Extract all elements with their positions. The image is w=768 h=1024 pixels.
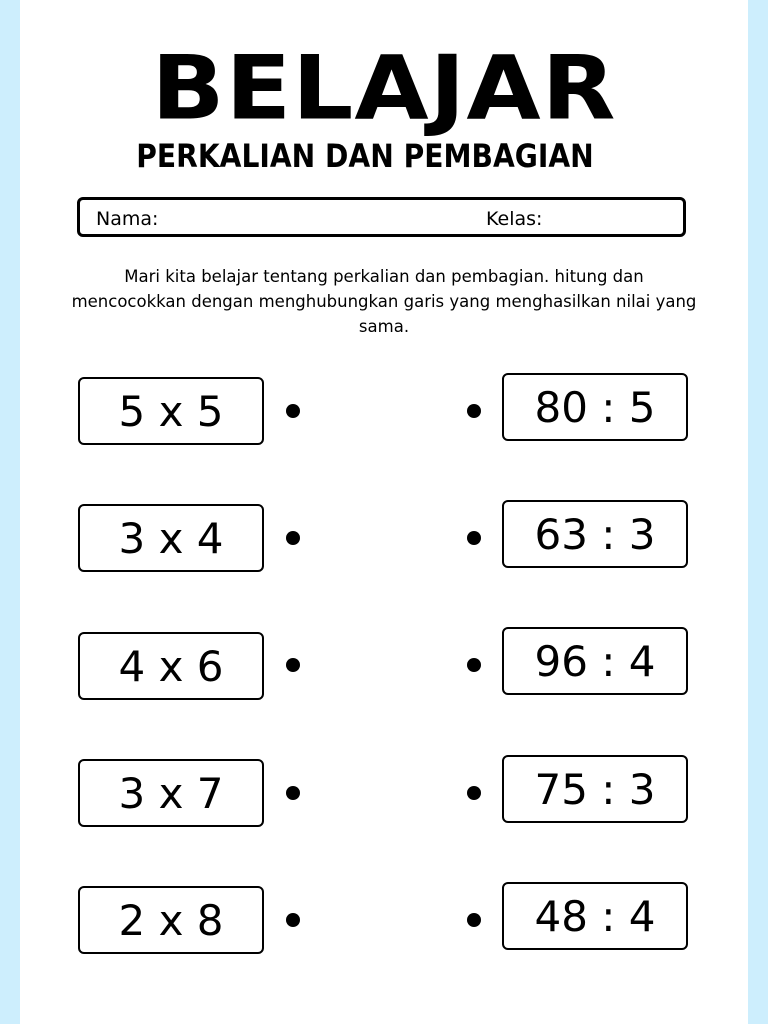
division-box: 48 : 4 [502, 882, 688, 950]
left-connector-dot[interactable] [286, 786, 300, 800]
name-class-box [77, 197, 686, 237]
division-box: 75 : 3 [502, 755, 688, 823]
left-connector-dot[interactable] [286, 531, 300, 545]
division-box: 96 : 4 [502, 627, 688, 695]
worksheet-subtitle: PERKALIAN DAN PEMBAGIAN [136, 137, 594, 175]
multiplication-box: 5 x 5 [78, 377, 264, 445]
multiplication-box: 2 x 8 [78, 886, 264, 954]
left-connector-dot[interactable] [286, 404, 300, 418]
left-connector-dot[interactable] [286, 658, 300, 672]
right-connector-dot[interactable] [467, 404, 481, 418]
worksheet-title: BELAJAR [151, 36, 617, 140]
instructions-text: Mari kita belajar tentang perkalian dan pembagian. hitung dan mencocokkan dengan menghubungkan garis yang menghasilkan nilai yang sama. [71, 267, 697, 336]
multiplication-box: 3 x 7 [78, 759, 264, 827]
right-connector-dot[interactable] [467, 913, 481, 927]
multiplication-box: 3 x 4 [78, 504, 264, 572]
multiplication-box: 4 x 6 [78, 632, 264, 700]
division-box: 63 : 3 [502, 500, 688, 568]
right-connector-dot[interactable] [467, 531, 481, 545]
left-connector-dot[interactable] [286, 913, 300, 927]
class-label: Kelas: [486, 208, 543, 230]
right-connector-dot[interactable] [467, 658, 481, 672]
name-label: Nama: [96, 208, 159, 230]
right-connector-dot[interactable] [467, 786, 481, 800]
division-box: 80 : 5 [502, 373, 688, 441]
